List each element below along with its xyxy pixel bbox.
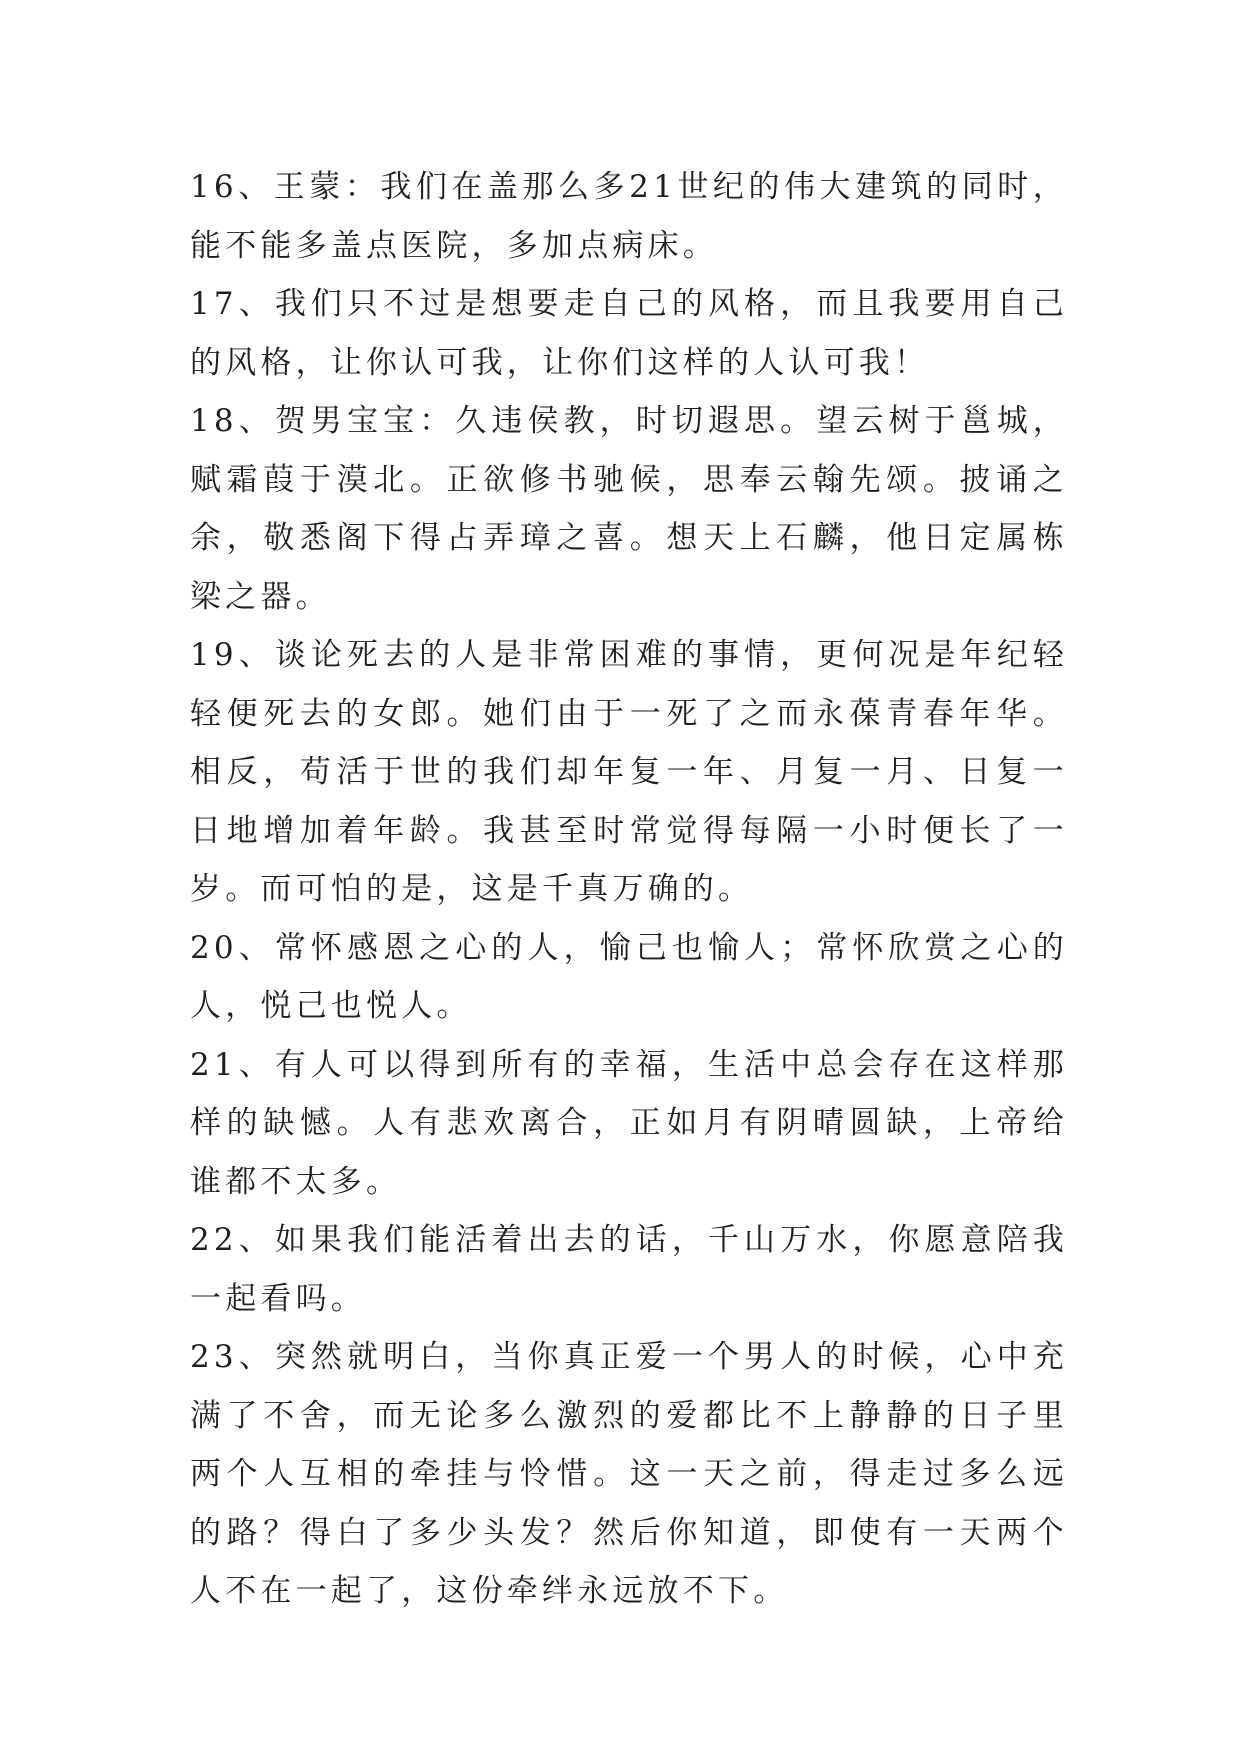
paragraph-17: 17、我们只不过是想要走自己的风格，而且我要用自己的风格，让你认可我，让你们这样的人认可我！ (190, 286, 1068, 381)
paragraph-21: 21、有人可以得到所有的幸福，生活中总会存在这样那样的缺憾。人有悲欢离合，正如月有阴晴圆缺，上帝给谁都不太多。 (190, 1046, 1068, 1200)
paragraph-20: 20、常怀感恩之心的人，愉己也愉人；常怀欣赏之心的人，悦己也悦人。 (190, 929, 1068, 1024)
paragraph-19: 19、谈论死去的人是非常困难的事情，更何况是年纪轻轻便死去的女郎。她们由于一死了之而永葆青春年华。相反，苟活于世的我们却年复一年、月复一月、日复一日地增加着年龄。我甚至时常觉得每隔一小时便长了一岁。而可怕的是，这是千真万确的。 (190, 637, 1068, 907)
paragraph-23: 23、突然就明白，当你真正爱一个男人的时候，心中充满了不舍，而无论多么激烈的爱都比不上静静的日子里两个人互相的牵挂与怜惜。这一天之前，得走过多么远的路？得白了多少头发？然后你知道，即使有一天两个人不在一起了，这份牵绊永远放不下。 (190, 1339, 1068, 1609)
document-body (190, 158, 1068, 1621)
paragraph-22: 22、如果我们能活着出去的话，千山万水，你愿意陪我一起看吗。 (190, 1222, 1068, 1317)
paragraph-16: 16、王蒙：我们在盖那么多21世纪的伟大建筑的同时，能不能多盖点医院，多加点病床。 (190, 169, 1068, 264)
paragraph-18: 18、贺男宝宝：久违侯教，时切遐思。望云树于邕城，赋霜葭于漠北。正欲修书驰候，思奉云翰先颂。披诵之余，敬悉阁下得占弄璋之喜。想天上石麟，他日定属栋梁之器。 (190, 403, 1068, 615)
